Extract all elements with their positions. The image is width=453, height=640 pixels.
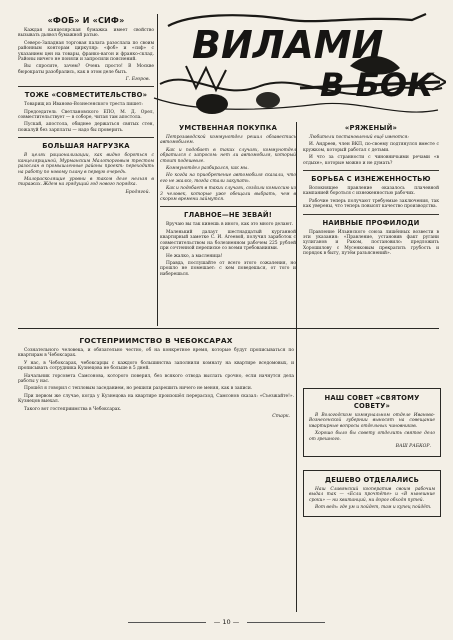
article-signature: ВАШ РАБКОР. (395, 444, 431, 450)
horizontal-rule (18, 328, 439, 329)
article-signature: Г. Егоров. (125, 77, 150, 83)
article-paragraph: Начальник горсовета Самсонова, которого поверил, без всякого отвода выслать срочно, если начнутся дела работы у нас. (18, 373, 294, 385)
headline-fob-sif: «ФОБ» И «СИФ» (47, 16, 125, 25)
column-left (18, 14, 154, 324)
boxed-article-deshevo (303, 470, 441, 517)
article-paragraph: Волокнящее правление оказалось плачевной кампанией бороться с изнеженностью рабочих. (303, 186, 439, 197)
article-paragraph: И что за странности с чиновничьими речами «в отдыхе», которые можно и не думать? (303, 155, 439, 166)
headline-sovmestitelstvo: ТОЖЕ «СОВМЕСТИТЕЛЬСТВО» (24, 91, 148, 100)
article-paragraph: Хорошо было бы совету отделить святое дело от грешного. (309, 431, 435, 442)
article-paragraph: Пускай, апостола, обиднее держаться святых стен, пожалуй без зарплаты — надо бы проверить. (18, 122, 154, 133)
headline-svyatomu-sovetu: НАШ СОВЕТ «СВЯТОМУ СОВЕТУ» (324, 394, 420, 410)
headline-ryazheny: «РЯЖЕНЫЙ» (344, 124, 398, 132)
article-paragraph: Любители постановлений ещё имеются: (309, 135, 409, 140)
article-paragraph: Как и подобает в таких случаях, коммунотдел обратился с запросом: нет ли автомобиля, который стоит подешевле. (160, 147, 296, 164)
article-paragraph: Такого вот гостеприимства в Чебоксарах. (24, 406, 122, 412)
masthead-title-line2: В БОК (320, 66, 434, 104)
headline-gostepriimstvo: ГОСТЕПРИИМСТВО В ЧЕБОКСАРАХ (79, 336, 233, 345)
article-paragraph: Председатель Светлановского ЕПО, М. Д. Орел, совместительствует — в соборе, читая там апостола. (18, 109, 154, 121)
article-paragraph: У нас, в Чебоксарах, чебоксарцы с каждого большинства заполнили комнату на квартире вседомовых, и прописывать сотрудника Кузнецова не больше в 5 дней. (18, 360, 294, 372)
article-paragraph: Вручаю вы так кинешь в иного, как это много делают. (166, 222, 294, 228)
footer-rule (247, 622, 325, 623)
article-paragraph: Маленький далаут шестнадцатый курганной квартирный заметке С. И. Агеевой, получил заработок с совместительством на болезненном рабочем 225 рублей при сочтенной переписке со всеми требованиями. (160, 229, 296, 252)
footer-rule (128, 622, 206, 623)
article-paragraph: При первом же случае, когда у Кузнецова на квартире произошёл перерасход, Самсонов сказал: «Съезжайте!». Кузнецов выехал. (18, 393, 294, 405)
column-right (303, 122, 439, 432)
page-number: — 10 — (213, 618, 240, 626)
divider (303, 170, 439, 171)
column-divider (157, 14, 158, 326)
headline-bolshaya-nagruzka: БОЛЬШАЯ НАГРУЗКА (42, 142, 130, 151)
article-paragraph: Прошёл я говорил с тепловым заседанием, но решили разрешить ничего не меняя, как в записи. (24, 386, 253, 392)
article-paragraph: И. Андреев, член ВКП, по-своему подтянулся вместе с кружком, который работал с детьми. (303, 142, 439, 153)
article-paragraph: Малорасколящие уровни в таком деле нельзя в тиражах. Ждем на грядущий год нового порядка. (18, 176, 154, 188)
article-paragraph: В Вологодском коммунальном отделе Иваново-Вознесенской губернии выносят на совещание квартирные вопросы отдельных чиновников. (309, 413, 435, 429)
article-paragraph: Северо-Западная торговая палата разослала по своим районным конторам циркуляр: «фоб» и «сиф» с указанием цен на товары, франко-вагон и франко-склад. Районы ничего не поняли и запросили пояснений. (18, 40, 154, 63)
article-paragraph: Правда, послушайте от всего этого сожаления, но прошло не помешает: с кем поведешься, от того и наберешься. (160, 260, 296, 277)
headline-naivnye-profilodi: НАИВНЫЕ ПРОФИЛОДИ (322, 218, 420, 227)
article-paragraph: Вот ведь: где ум и пойдет, там и купец пойдёт. (315, 505, 432, 511)
article-signature: Бродягой. (125, 189, 150, 195)
article-paragraph: Коммунотдел разбирался, как мы. (166, 166, 249, 172)
article-paragraph: В целях рационализации, как видно бороться с канцелярщиной, Мурманским Малоторговым трестом разослан в промышленные районы проект: переходить на работу по новому плану в первую очередь. (18, 153, 154, 175)
page-footer (0, 618, 453, 626)
article-paragraph: Вы спросите, зачем? Очень просто! В Москве бюрократы разобрались, как в этом деле быть. (18, 64, 154, 75)
article-paragraph: Как и подобает в таких случаях, создали комиссию из 3 человек, которые уже обещали выбрать, чем в скором времени займутся. (160, 186, 296, 203)
article-paragraph: Каждая канцелярская бумажка имеет свойство вызывать дьявол бумажной ратью. (18, 28, 154, 39)
article-paragraph: Рабочие теперь получают требуемые заключения, так как уверены, что теперь повысят качество производства. (303, 198, 439, 210)
headline-deshevo-otdelalis: ДЕШЕВО ОТДЕЛАЛИСЬ (325, 476, 419, 484)
pitchfork-masthead-art (150, 6, 446, 126)
headline-borba-s-iznezhennostyu: БОРЬБА С ИЗНЕЖЕННОСТЬЮ (311, 175, 431, 184)
masthead-title-line1: ВИЛАМИ (192, 23, 384, 67)
article-paragraph: Не жалко, а масленица! (166, 253, 223, 259)
article-paragraph: Но когда на приобретение автомобиля сказали, что его не жалко, тогда стали закупать. (160, 173, 296, 184)
column-divider (296, 122, 297, 612)
headline-umstvennaya-pokupka: УМСТВЕННАЯ ПОКУПКА (178, 124, 278, 132)
article-paragraph: Сознательного человека, и обязательно честно, об на конкретное время, которые будут прописываться по квартирам в Чебоксарах. (18, 348, 294, 359)
divider (303, 214, 439, 215)
article-paragraph: Товарищ из Иваново-Вознесенского треста пишет: (24, 102, 143, 108)
masthead-illustration (150, 6, 446, 126)
article-gostepriimstvo (18, 334, 294, 612)
article-signature: Старк. (272, 414, 290, 420)
article-paragraph: Правление Ильинского союза лишённых возвести в эти указания: «Правление, установив факт ругани хулиганов и Раком, постановило: предложить Хорошилову с Мусенковым прекратить грубость и порядок в быту, путём разъяснений». (303, 229, 439, 257)
article-paragraph: Наш Славянский кооператив своим рабочим выдал так — «Если прочтёте» и «В нынешние сроки» — ни квитанций, ни дорог обходя путей. (309, 487, 435, 503)
divider (18, 86, 154, 87)
divider (160, 206, 296, 207)
article-paragraph: Петрозаводской коммунотдел решил обзавестись автомобилем. (160, 135, 296, 146)
headline-ne-zevai: ГЛАВНОЕ—НЕ ЗЕВАЙ! (183, 211, 273, 220)
boxed-article-soviet (303, 388, 441, 457)
divider (18, 137, 154, 138)
